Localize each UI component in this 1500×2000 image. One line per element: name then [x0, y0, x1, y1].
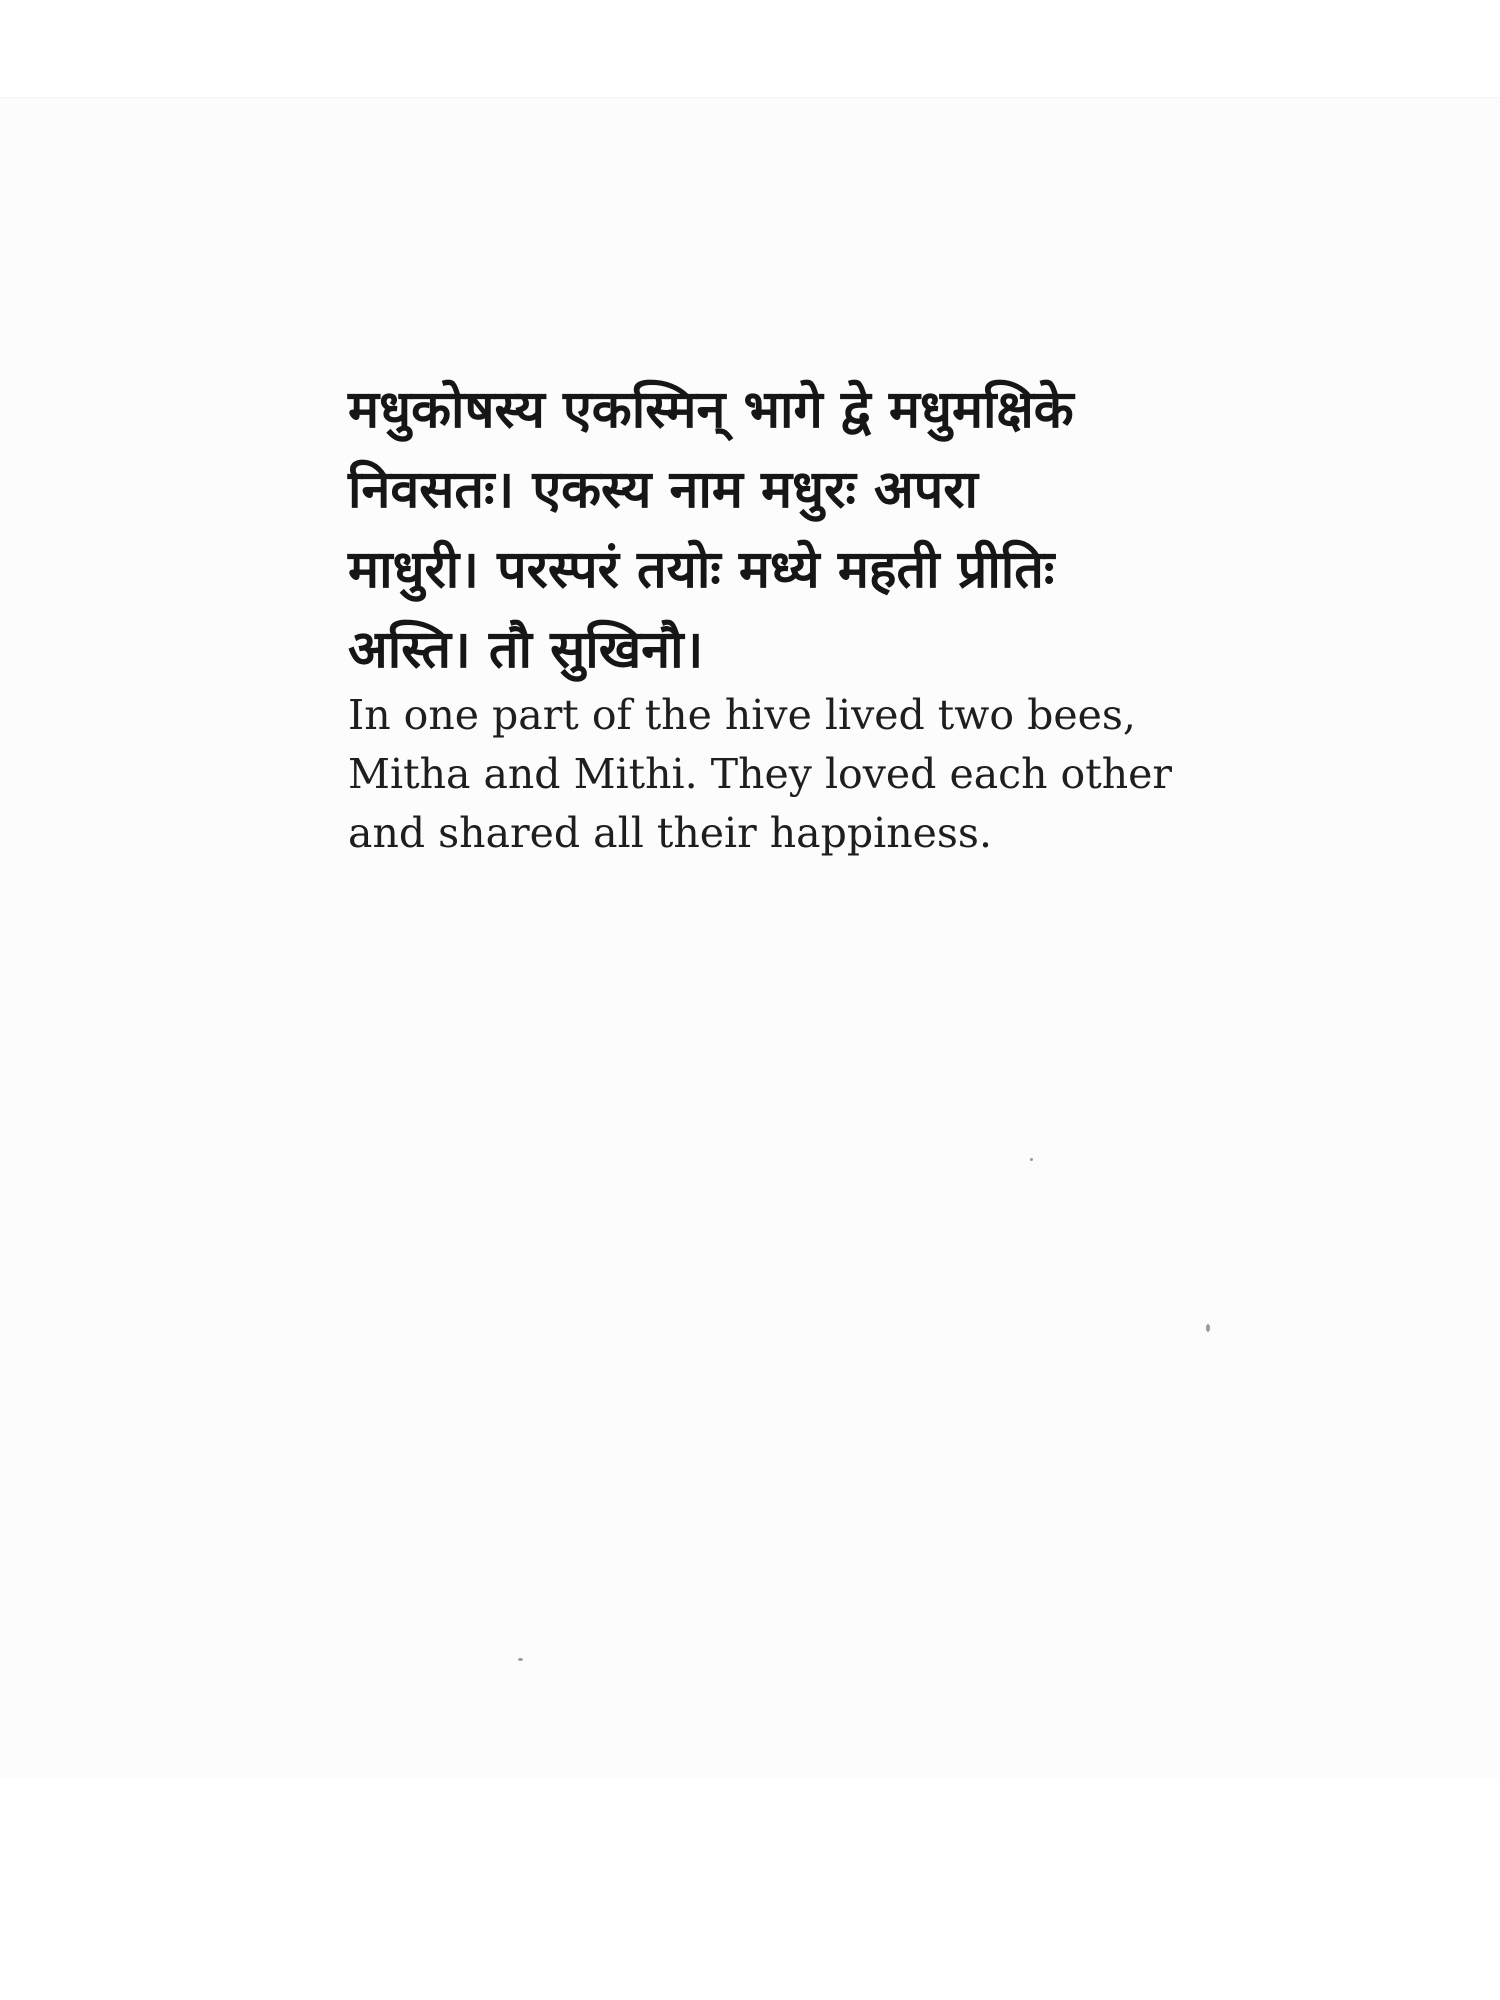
scan-speck — [1206, 1324, 1210, 1332]
sanskrit-paragraph — [348, 370, 1228, 690]
english-paragraph — [348, 686, 1228, 863]
sanskrit-line-1: मधुकोषस्य एकस्मिन् भागे द्वे मधुमक्षिके — [348, 380, 1074, 440]
scan-speck — [1030, 1158, 1033, 1161]
sanskrit-line-2: निवसतः। एकस्य नाम मधुरः अपरा — [348, 460, 979, 520]
book-page — [0, 97, 1500, 1778]
sanskrit-line-3: माधुरी। परस्परं तयोः मध्ये महती प्रीतिः — [348, 540, 1055, 600]
scan-speck — [518, 1658, 523, 1661]
english-line-3: and shared all their happiness. — [348, 809, 992, 857]
english-line-2: Mitha and Mithi. They loved each other — [348, 750, 1172, 798]
english-line-1: In one part of the hive lived two bees, — [348, 691, 1136, 739]
sanskrit-line-4: अस्ति। तौ सुखिनौ। — [348, 620, 704, 680]
